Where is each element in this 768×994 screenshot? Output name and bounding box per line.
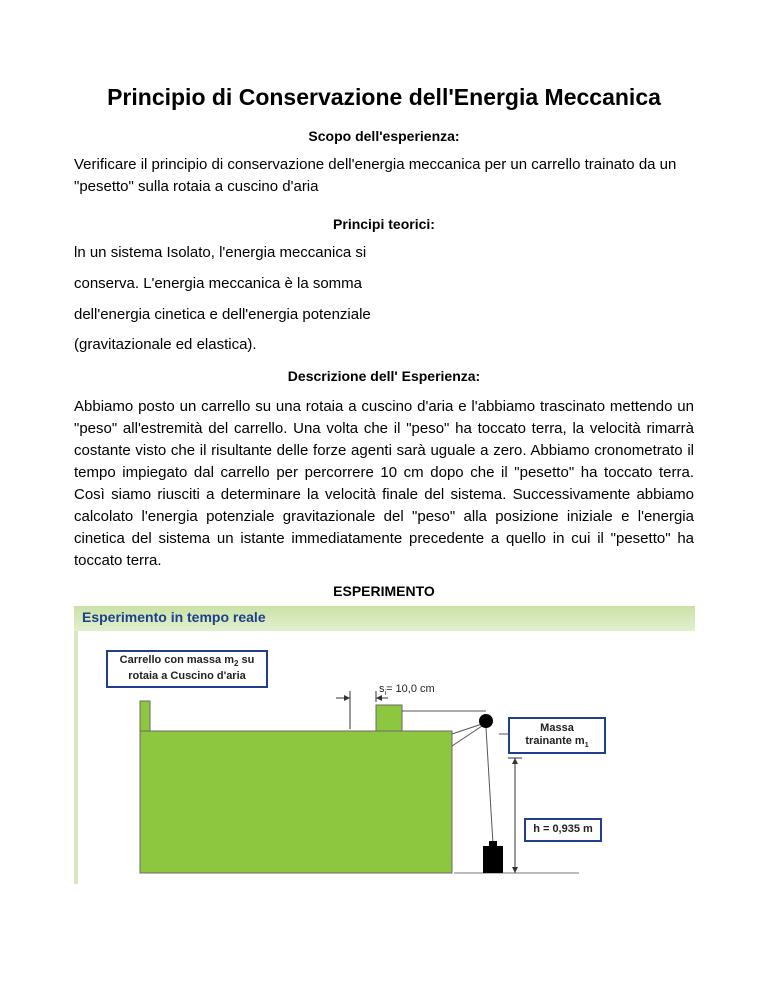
distance-arrowhead-left [344,695,350,701]
experiment-heading: ESPERIMENTO [333,583,435,599]
description-heading: Descrizione dell' Esperienza: [287,368,481,384]
mass-label-box [508,717,606,754]
hanging-mass-hook [489,841,497,847]
theory-heading: Principi teorici: [333,216,435,232]
height-arrowhead-top [512,758,518,764]
mass-label-line1: Massa [540,722,574,734]
figure-header-title: Esperimento in tempo reale [82,609,266,625]
distance-value: = 10,0 cm [386,683,435,695]
cart-label-line1-end: su [238,654,255,666]
cart-label-line1: Carrello con massa m [119,654,234,666]
height-label-box: h = 0,935 m [524,818,602,842]
page-title: Principio di Conservazione dell'Energia Meccanica [107,84,661,110]
description-text: Abbiamo posto un carrello su una rotaia a cuscino d'aria e l'abbiamo trascinato mettendo un "peso" all'estremità del carrello. Una volta che il "peso" ha toccato terra, la velocità rimarrà costante visto che il risultante delle forze agenti sarà uguale a zero. Abbiamo cronometrato il tempo impiegato dal carrello per percorrere 10 cm dopo che il "pesetto" ha toccato terra. Così siamo riusciti a determinare la velocità finale del sistema. Successivamente abbiamo calcolato l'energia potenziale gravitazionale del "peso" alla posizione iniziale e l'energia cinetica del sistema un istante immediatamente precedente a quello in cui il "pesetto" ha toccato terra. [74,398,694,569]
pulley [479,714,493,728]
cart-label-line2: rotaia a Cuscino d'aria [128,670,246,683]
string-vertical [486,728,493,844]
cart-label-sub: 2 [233,659,239,669]
mass-label-sub: 1 [584,742,589,750]
scope-text: Verificare il principio di conservazione dell'energia meccanica per un carrello trainato da un "pesetto" sulla rotaia a cuscino d'aria [74,156,677,195]
scope-heading: Scopo dell'esperienza: [308,128,460,144]
experiment-figure [74,606,695,884]
cart [376,705,402,731]
theory-line-2: conserva. L'energia meccanica è la somma [74,275,363,292]
height-arrowhead-bottom [512,867,518,873]
distance-sub: i [384,690,387,698]
cart-label-box [106,650,268,688]
mass-label-line2: trainante m [525,735,585,747]
air-track-table [140,731,452,873]
track-end-stop [140,701,150,731]
theory-line-4: (gravitazionale ed elastica). [74,336,257,353]
distance-label [379,683,435,697]
distance-symbol: s [379,683,385,695]
theory-line-1: ln un sistema Isolato, l'energia meccanica si [74,244,367,261]
theory-line-3: dell'energia cinetica e dell'energia potenziale [74,306,371,323]
hanging-mass [483,846,503,873]
